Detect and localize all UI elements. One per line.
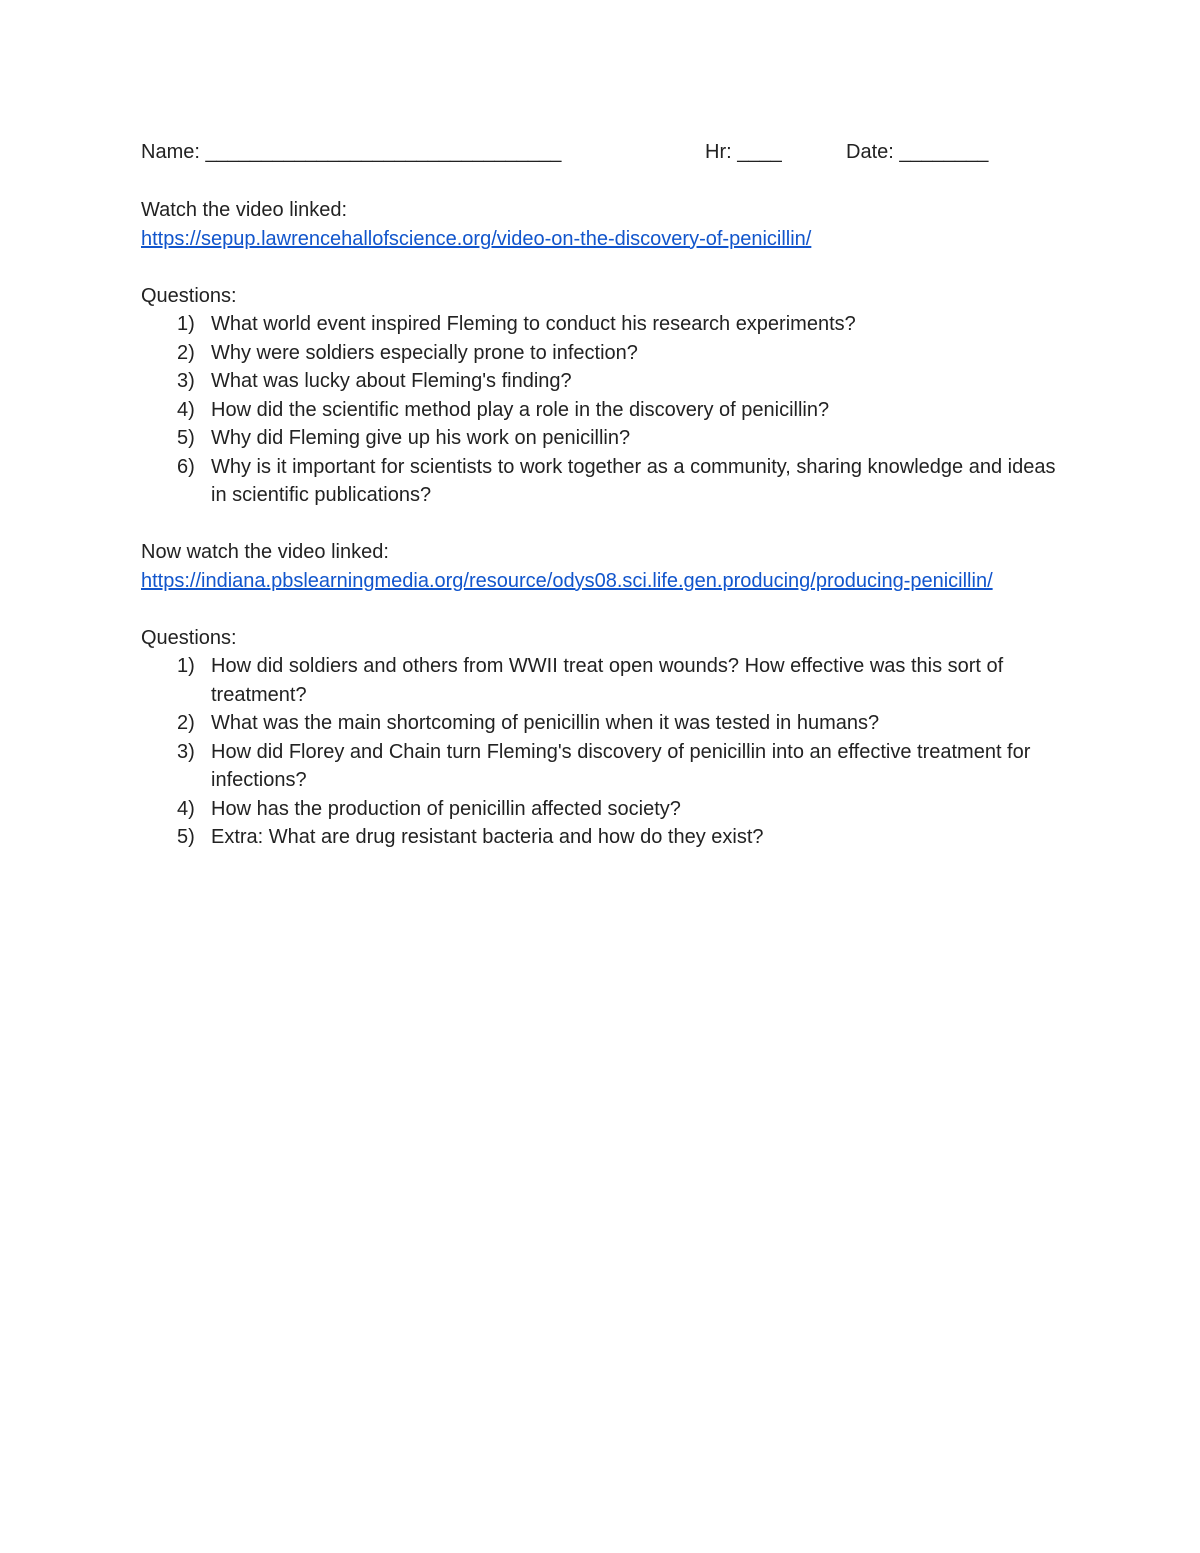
question-item [141, 652, 1061, 709]
question-number: 5) [177, 427, 195, 449]
section-intro: Now watch the video linked: [141, 541, 389, 563]
question-number: 4) [177, 797, 195, 820]
section-intro: Watch the video linked: [141, 199, 348, 221]
question-text: How did the scientific method play a role in the discovery of penicillin? [211, 398, 830, 421]
question-number: 2) [177, 712, 195, 734]
question-text: Extra: What are drug resistant bacteria and how do they exist? [211, 826, 764, 848]
hour-field: Hr: ____ [705, 141, 782, 163]
question-item [141, 453, 1061, 510]
question-item [141, 795, 1061, 824]
section-discovery [141, 196, 1061, 510]
worksheet-page [141, 138, 1061, 852]
question-text: What world event inspired Fleming to conduct his research experiments? [211, 313, 856, 335]
question-list [141, 652, 1061, 852]
question-number: 3) [177, 370, 195, 392]
question-item [141, 738, 1061, 795]
question-text: How has the production of penicillin affected society? [211, 797, 681, 820]
question-text: What was lucky about Fleming's finding? [211, 370, 572, 392]
name-field: Name: ________________________________ [141, 141, 562, 163]
question-item [141, 396, 1061, 425]
section-production [141, 538, 1061, 852]
question-item [141, 367, 1061, 396]
question-text: Why were soldiers especially prone to infection? [211, 341, 638, 364]
question-item [141, 823, 1061, 852]
question-item [141, 339, 1061, 368]
question-text: How did Florey and Chain turn Fleming's discovery of penicillin into an effective treatment for infections? [211, 740, 1031, 791]
question-number: 2) [177, 341, 195, 364]
question-list [141, 310, 1061, 510]
question-number: 1) [177, 313, 195, 335]
question-number: 5) [177, 826, 195, 848]
question-text: Why did Fleming give up his work on penicillin? [211, 427, 631, 449]
question-number: 4) [177, 398, 195, 421]
question-number: 1) [177, 655, 195, 677]
question-text: How did soldiers and others from WWII treat open wounds? How effective was this sort of treatment? [211, 655, 1004, 706]
date-field: Date: ________ [846, 141, 989, 163]
question-item [141, 310, 1061, 339]
question-item [141, 424, 1061, 453]
header-row [141, 138, 1061, 170]
video-link-production[interactable]: https://indiana.pbslearningmedia.org/resource/odys08.sci.life.gen.producing/producing-penicillin/ [141, 569, 993, 592]
question-item [141, 709, 1061, 738]
questions-heading: Questions: [141, 284, 237, 307]
question-number: 6) [177, 455, 195, 478]
question-text: Why is it important for scientists to work together as a community, sharing knowledge and ideas in scientific publications? [211, 455, 1056, 506]
questions-heading: Questions: [141, 626, 237, 649]
video-link-discovery[interactable]: https://sepup.lawrencehallofscience.org/video-on-the-discovery-of-penicillin/ [141, 227, 812, 250]
question-text: What was the main shortcoming of penicillin when it was tested in humans? [211, 712, 880, 734]
question-number: 3) [177, 740, 195, 763]
